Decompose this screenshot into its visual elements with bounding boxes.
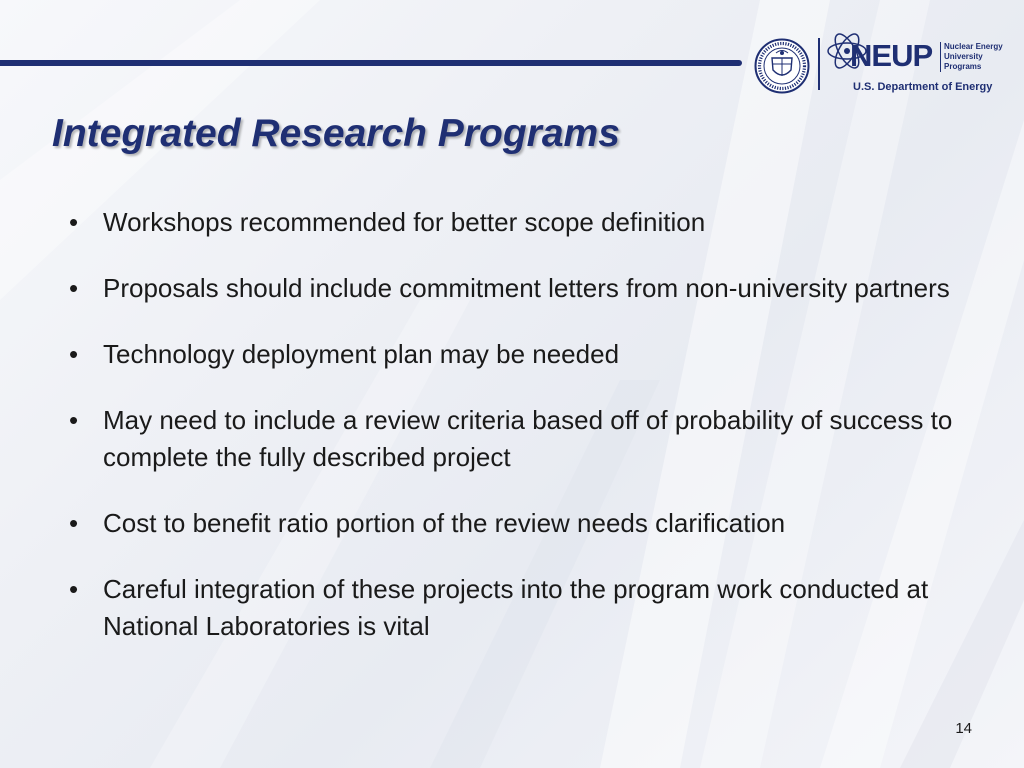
bullet-item xyxy=(60,402,960,476)
bullet-icon: • xyxy=(69,405,79,435)
bullet-text: Proposals should include commitment letters from non-university partners xyxy=(103,273,950,303)
logo-divider xyxy=(818,38,820,90)
bullet-icon: • xyxy=(69,339,79,369)
slide-title: Integrated Research Programs xyxy=(52,112,620,155)
bullet-text: Technology deployment plan may be needed xyxy=(103,339,620,369)
doe-name: U.S. Department of Energy xyxy=(853,81,993,93)
bullet-text: Careful integration of these projects into the program work conducted at National Laboratories is vital xyxy=(103,574,929,641)
bullet-icon: • xyxy=(69,273,79,303)
bullet-item xyxy=(60,204,960,241)
bullet-text: Cost to benefit ratio portion of the review needs clarification xyxy=(103,508,786,538)
neup-subtitle: Nuclear Energy University Programs xyxy=(940,42,1010,72)
bullet-item xyxy=(60,505,960,542)
bullet-item xyxy=(60,270,960,307)
bullet-icon: • xyxy=(69,207,79,237)
bullet-icon: • xyxy=(69,574,79,604)
header-rule xyxy=(0,60,742,66)
doe-seal-icon xyxy=(754,38,810,94)
bullet-list xyxy=(60,204,960,674)
bullet-text: May need to include a review criteria based off of probability of success to complete the fully described project xyxy=(103,405,953,472)
bullet-item xyxy=(60,336,960,373)
page-number: 14 xyxy=(955,720,972,737)
bullet-item xyxy=(60,571,960,645)
neup-logo xyxy=(752,28,1002,98)
neup-brand: NEUP xyxy=(850,38,933,73)
bullet-icon: • xyxy=(69,508,79,538)
bullet-text: Workshops recommended for better scope definition xyxy=(103,207,706,237)
